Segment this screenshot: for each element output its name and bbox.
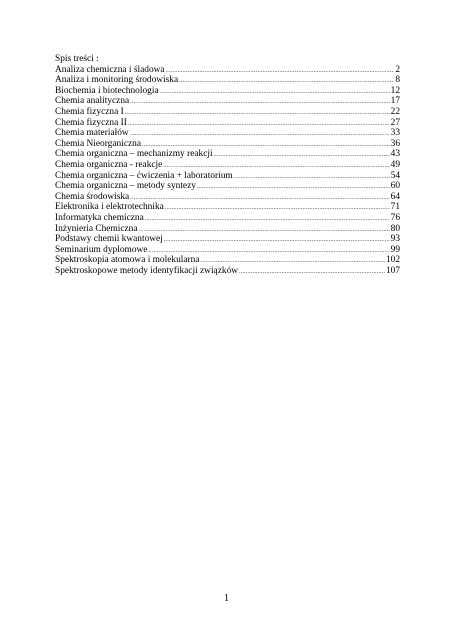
toc-entry-page-number: 22 <box>390 106 400 117</box>
dot-leader <box>166 66 395 77</box>
toc-entry-title: Seminarium dyplomowe <box>55 244 148 255</box>
toc-entry[interactable] <box>55 65 400 76</box>
toc-entry-page-number: 71 <box>390 202 400 213</box>
toc-heading: Spis treści : <box>55 54 99 64</box>
dot-leader <box>165 203 390 214</box>
toc-entry[interactable] <box>55 192 400 203</box>
dot-leader <box>130 193 389 204</box>
toc-entry-title: Analiza i monitoring środowiska <box>55 75 179 86</box>
toc-entry[interactable] <box>55 128 400 139</box>
toc-entry-page-number: 12 <box>390 85 400 96</box>
toc-entry-title: Chemia organiczna – ćwiczenia + laboratorium <box>55 170 233 181</box>
toc-entry-page-number: 17 <box>390 96 400 107</box>
dot-leader <box>160 87 390 98</box>
toc-entry-page-number: 33 <box>390 128 400 139</box>
table-of-contents <box>55 54 400 276</box>
toc-entry-title: Chemia Nieorganiczna <box>55 138 141 149</box>
toc-entry-page-number: 49 <box>390 159 400 170</box>
dot-leader <box>145 214 390 225</box>
toc-entry[interactable] <box>55 224 400 235</box>
toc-entry[interactable] <box>55 118 400 129</box>
toc-entry-title: Podstawy chemii kwantowej <box>55 234 163 245</box>
toc-entry-page-number: 80 <box>390 223 400 234</box>
toc-entry[interactable] <box>55 213 400 224</box>
dot-leader <box>179 76 394 87</box>
toc-entry-title: Chemia materiałów <box>55 128 129 139</box>
toc-entry[interactable] <box>55 139 400 150</box>
toc-entry-page-number: 93 <box>390 234 400 245</box>
toc-entry-page-number: 2 <box>395 64 400 75</box>
toc-entry-page-number: 8 <box>395 75 400 86</box>
toc-entry-title: Chemia analityczna <box>55 96 130 107</box>
toc-entry[interactable] <box>55 149 400 160</box>
toc-entry-page-number: 43 <box>390 149 400 160</box>
dot-leader <box>234 172 390 183</box>
toc-entry-title: Informatyka chemiczna <box>55 212 144 223</box>
toc-entry-page-number: 36 <box>390 138 400 149</box>
toc-entry-title: Analiza chemiczna i śladowa <box>55 64 165 75</box>
toc-entry[interactable] <box>55 234 400 245</box>
toc-entry-page-number: 27 <box>390 117 400 128</box>
toc-entry-page-number: 99 <box>390 244 400 255</box>
toc-entry[interactable] <box>55 245 400 256</box>
dot-leader <box>197 182 390 193</box>
toc-entry-title: Elektronika i elektrotechnika <box>55 202 164 213</box>
toc-entry[interactable] <box>55 96 400 107</box>
toc-entry-title: Chemia środowiska <box>55 191 130 202</box>
toc-entry-page-number: 64 <box>390 191 400 202</box>
dot-leader <box>239 267 385 278</box>
toc-list <box>55 65 400 277</box>
dot-leader <box>125 108 390 119</box>
toc-entry-page-number: 54 <box>390 170 400 181</box>
dot-leader <box>128 119 390 130</box>
toc-entry-page-number: 60 <box>390 181 400 192</box>
toc-entry-title: Chemia fizyczna II <box>55 117 127 128</box>
toc-entry[interactable] <box>55 75 400 86</box>
toc-entry[interactable] <box>55 255 400 266</box>
toc-entry-title: Spektroskopowe metody identyfikacji związków <box>55 265 239 276</box>
toc-entry-title: Chemia fizyczna I <box>55 106 124 117</box>
toc-entry-page-number: 76 <box>390 212 400 223</box>
toc-entry-title: Chemia organiczna - reakcje <box>55 159 163 170</box>
toc-entry-page-number: 102 <box>385 255 400 266</box>
toc-entry[interactable] <box>55 266 400 277</box>
toc-entry[interactable] <box>55 160 400 171</box>
toc-entry-title: Spektroskopia atomowa i molekularna <box>55 255 200 266</box>
toc-entry-title: Chemia organiczna – mechanizmy reakcji <box>55 149 213 160</box>
toc-entry[interactable] <box>55 181 400 192</box>
dot-leader <box>130 97 389 108</box>
toc-entry-page-number: 107 <box>385 265 400 276</box>
page-number: 1 <box>224 593 229 604</box>
dot-leader <box>214 150 390 161</box>
dot-leader <box>139 225 390 236</box>
dot-leader <box>130 129 390 140</box>
toc-entry[interactable] <box>55 86 400 97</box>
dot-leader <box>164 235 390 246</box>
toc-entry-title: Chemia organiczna – metody syntezy <box>55 181 196 192</box>
toc-entry-title: Biochemia i biotechnologia <box>55 85 159 96</box>
toc-entry[interactable] <box>55 171 400 182</box>
toc-entry[interactable] <box>55 107 400 118</box>
toc-entry[interactable] <box>55 202 400 213</box>
toc-entry-title: Inżynieria Chemiczna <box>55 223 138 234</box>
